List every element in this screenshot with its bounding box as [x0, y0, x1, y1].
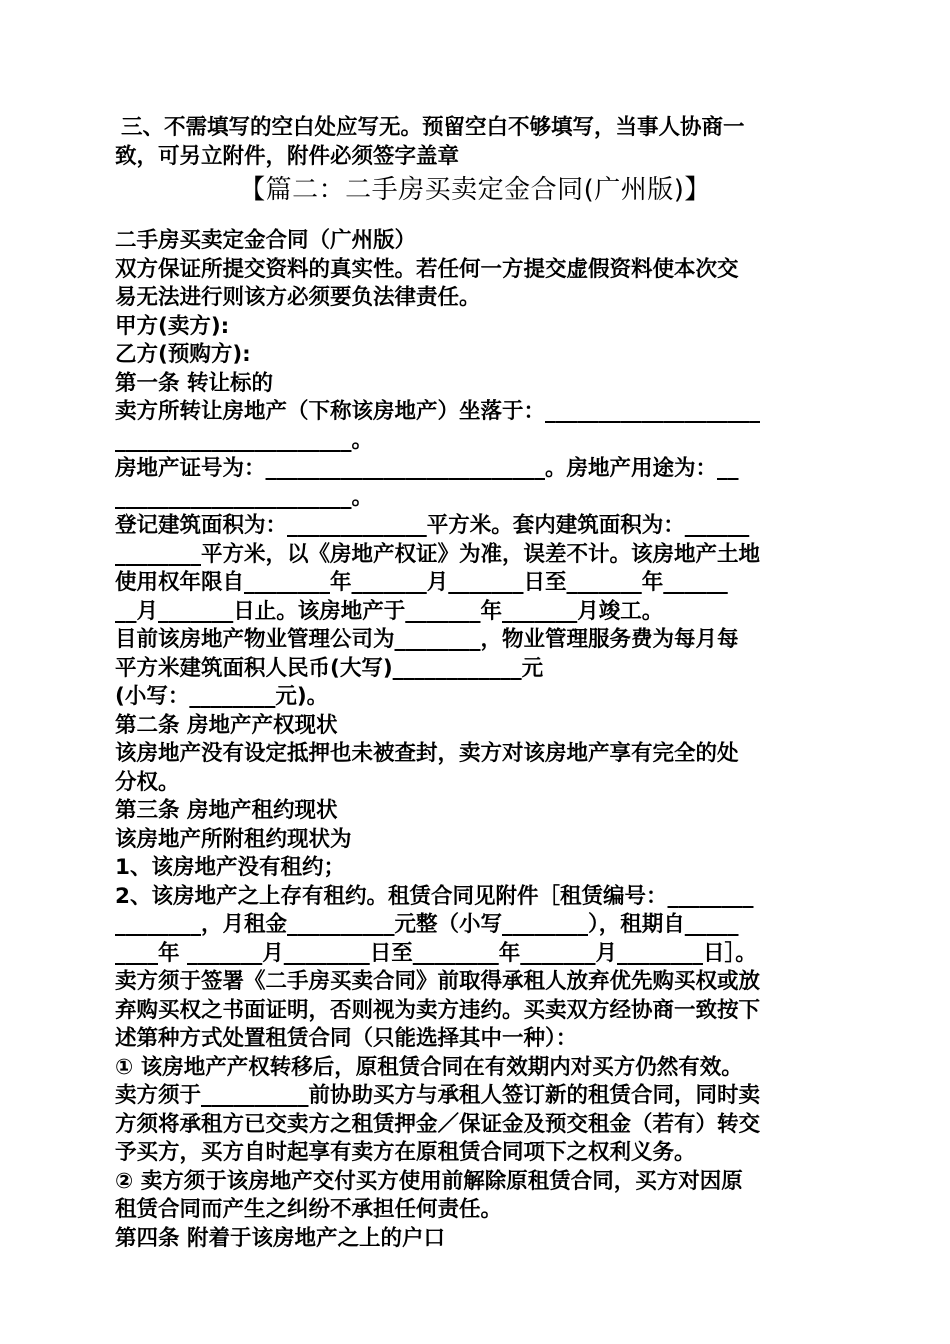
body-line: 该房地产所附租约现状为 — [115, 826, 352, 852]
body-line: 二手房买卖定金合同（广州版） — [115, 228, 417, 253]
body-line: 1、该房地产没有租约； — [115, 855, 345, 880]
body-line: ______________________。 — [115, 484, 374, 510]
body-line: 第二条 房地产产权现状 — [115, 712, 338, 738]
body-line: 分权。 — [115, 769, 180, 795]
intro-line: 致，可另立附件，附件必须签字盖章 — [115, 143, 460, 169]
body-line: ① 该房地产产权转移后，原租赁合同在有效期内对买方仍然有效。 — [115, 1054, 743, 1080]
body-line: (小写：________元)。 — [115, 684, 329, 709]
body-line: 弃购买权之书面证明，否则视为卖方违约。买卖双方经协商一致按下 — [115, 997, 761, 1023]
body-line: 乙方(预购方): — [115, 342, 251, 367]
body-line: 平方米建筑面积人民币(大写)____________元 — [115, 655, 544, 681]
body-line: 述第种方式处置租赁合同（只能选择其中一种）： — [115, 1026, 578, 1051]
intro-line: 三、不需填写的空白处应写无。预留空白不够填写，当事人协商一 — [121, 115, 745, 140]
body-line: 第四条 附着于该房地产之上的户口 — [115, 1225, 445, 1251]
body-line: 卖方须于签署《二手房买卖合同》前取得承租人放弃优先购买权或放 — [115, 969, 761, 994]
body-line: 租赁合同而产生之纠纷不承担任何责任。 — [115, 1197, 503, 1222]
body-line: ______________________。 — [115, 427, 374, 453]
body-line: ________平方米，以《房地产权证》为准，误差不计。该房地产土地 — [115, 541, 761, 567]
body-line: 房地产证号为：__________________________。房地产用途为：__ — [115, 456, 739, 481]
body-line: 予买方，买方自时起享有卖方在原租赁合同项下之权利义务。 — [115, 1140, 696, 1165]
body-line: 目前该房地产物业管理公司为________，物业管理服务费为每月每 — [115, 627, 739, 652]
body-line: 登记建筑面积为：_____________平方米。套内建筑面积为：______ — [115, 513, 750, 538]
body-line: 卖方须于__________前协助买方与承租人签订新的租赁合同，同时卖 — [115, 1083, 761, 1108]
document-body — [115, 114, 835, 1253]
body-line: 双方保证所提交资料的真实性。若任何一方提交虚假资料使本次交 — [115, 256, 739, 282]
body-line: ② 卖方须于该房地产交付买方使用前解除原租赁合同，买方对因原 — [115, 1168, 743, 1194]
body-line: 使用权年限自________年_______月_______日至_______年______ — [115, 570, 728, 595]
body-line: 甲方(卖方): — [115, 313, 230, 339]
body-line: __月_______日止。该房地产于_______年_______月竣工。 — [115, 598, 664, 624]
body-line: 第一条 转让标的 — [115, 370, 273, 396]
body-line: 第三条 房地产租约现状 — [115, 798, 338, 823]
body-line: ____年 _______月________日至________年_______月________日］。 — [115, 940, 757, 966]
body-line: 方须将承租方已交卖方之租赁押金／保证金及预交租金（若有）转交 — [115, 1111, 761, 1137]
body-line: 易无法进行则该方必须要负法律责任。 — [115, 285, 481, 310]
body-line: 卖方所转让房地产（下称该房地产）坐落于：____________________ — [115, 399, 761, 424]
body-line: ________，月租金__________元整（小写________），租期自_____ — [115, 912, 739, 937]
body-line: 该房地产没有设定抵押也未被查封，卖方对该房地产享有完全的处 — [115, 741, 739, 766]
body-line: 2、该房地产之上存有租约。租赁合同见附件［租赁编号：________ — [115, 883, 754, 909]
section-title: 【篇二：二手房买卖定金合同(广州版)】 — [239, 175, 711, 205]
